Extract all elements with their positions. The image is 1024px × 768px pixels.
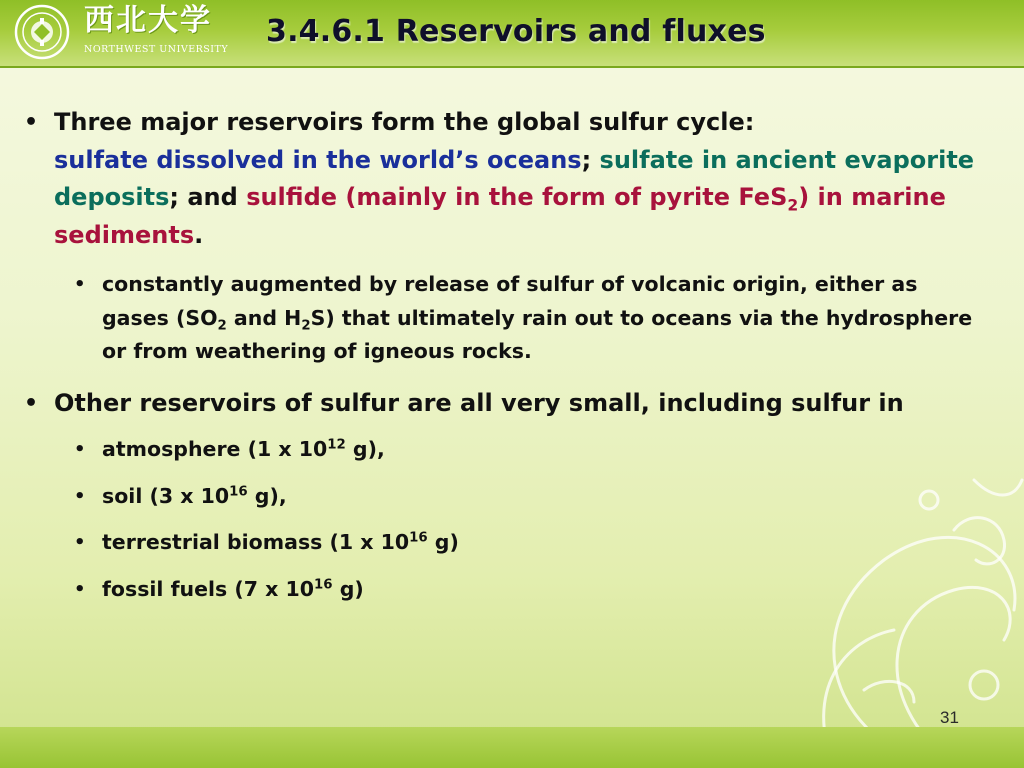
bullet-item [24,385,986,423]
university-seal-icon [14,4,70,60]
footer-band [0,727,1024,768]
reservoir-size-text: soil (3 x $10^{16}$ g), [102,483,287,508]
reservoir-size-text: terrestrial biomass (1 x $10^{16}$ g) [102,530,459,554]
bullet-dot-icon: • [24,110,39,135]
logo-wordmark-chinese: 西北大学 [84,3,212,38]
sub-bullet-item [74,573,986,607]
separator: ; and [169,183,238,211]
header-divider [0,66,1024,68]
bullet-item [24,104,986,254]
reservoir-size-text: fossil fuels (7 x $10^{16}$ g) [102,576,364,601]
bullet-dot-icon: • [74,578,86,600]
slide-body [24,104,986,606]
slide-title: 3.4.6.1 Reservoirs and fluxes [266,14,766,49]
bullet-text: Other reservoirs of sulfur are all very small, including sulfur in [54,388,904,417]
terminator: . [194,220,204,249]
reservoir-evaporite: sulfate in ancient evaporite deposits [54,145,975,211]
reservoir-oceans: sulfate dissolved in the world’s oceans [54,145,582,174]
bullet-dot-icon: • [24,390,39,416]
bullet-dot-icon: • [74,439,86,460]
sub-bullet-item [74,526,986,560]
bullet-dot-icon: • [74,532,86,553]
bullet-text: Three major reservoirs form the global sulfur cycle: [54,108,755,136]
logo-wordmark-english: NORTHWEST UNIVERSITY [84,44,229,55]
separator: ; [581,145,592,174]
page-number: 31 [940,708,959,727]
sub-bullet-item [74,480,986,514]
sub-bullet-item [74,268,986,369]
bullet-dot-icon: • [74,274,86,295]
bullet-dot-icon: • [74,485,86,507]
sub-bullet-item [74,433,986,467]
sub-bullet-text: constantly augmented by release of sulfur of volcanic origin, either as gases ($SO_2$ and $H_2S$) that ultimately rain out to oceans via the hydrosphere or from weathering of igneous rocks. [102,272,973,363]
reservoir-size-text: atmosphere (1 x $10^{12}$ g), [102,437,385,461]
reservoir-sediments: sulfide (mainly in the form of pyrite FeS$_2$) in marine sediments [54,183,946,249]
